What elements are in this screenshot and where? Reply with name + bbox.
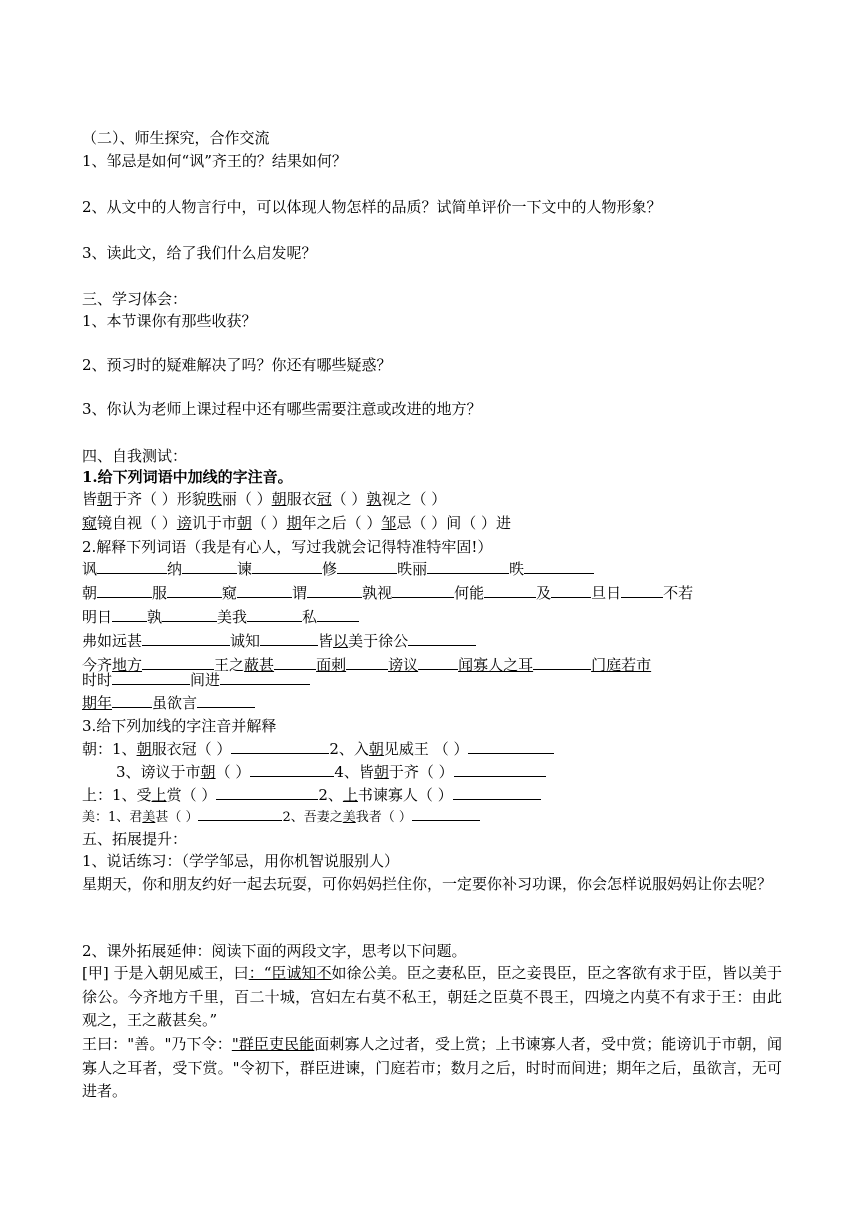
answer-blank[interactable] xyxy=(216,785,318,800)
test-2-row-7 xyxy=(82,693,255,713)
answer-blank[interactable] xyxy=(408,631,476,646)
test-1-row-2 xyxy=(82,513,511,533)
text: 见威王 （ ） xyxy=(383,740,469,758)
answer-blank[interactable] xyxy=(392,583,454,598)
text: 我者（ ） xyxy=(355,810,412,825)
test-2-row-6 xyxy=(82,670,310,690)
answer-blank[interactable] xyxy=(454,762,546,777)
marked-term: 蔽甚 xyxy=(244,656,275,674)
section-3-heading: 三、学习体会： xyxy=(82,290,188,308)
answer-blank[interactable] xyxy=(182,559,237,574)
marked-char: 朝 xyxy=(200,763,216,781)
section-2-heading: （二）、师生探究，合作交流 xyxy=(82,129,270,147)
test-2-title: 2.解释下列词语（我是有心人，写过我就会记得特准特牢固!） xyxy=(82,538,493,556)
test-2-row-4 xyxy=(82,631,476,651)
text: 1、君 xyxy=(108,810,143,825)
answer-blank[interactable] xyxy=(412,808,480,821)
marked-char: 窥 xyxy=(82,514,98,532)
text: （ ） xyxy=(251,514,287,532)
marked-term: 面刺 xyxy=(316,656,347,674)
text: 4、皆 xyxy=(334,763,374,781)
text: 皆 xyxy=(82,490,98,508)
test-3-chao-row-2 xyxy=(116,762,546,782)
answer-blank[interactable] xyxy=(468,739,554,754)
term: 及 xyxy=(536,584,552,602)
term: 谓 xyxy=(292,584,308,602)
passage-underlined: ：“臣诚知不 xyxy=(248,964,332,982)
answer-blank[interactable] xyxy=(427,559,509,574)
text: 2、 xyxy=(318,786,343,804)
marked-char: 邹 xyxy=(381,514,397,532)
s3-question-3: 3、你认为老师上课过程中还有哪些需要注意或改进的地方？ xyxy=(82,400,482,418)
s2-question-3: 3、读此文，给了我们什么启发呢？ xyxy=(82,244,317,262)
answer-blank[interactable] xyxy=(621,583,663,598)
text: 2、入 xyxy=(329,740,369,758)
term: 修 xyxy=(322,560,338,578)
answer-blank[interactable] xyxy=(237,583,292,598)
term: 诚知 xyxy=(230,632,261,650)
text: 丽（ ） xyxy=(221,490,272,508)
answer-blank[interactable] xyxy=(112,670,190,685)
practice-1-text: 星期天，你和朋友约好一起去玩耍，可你妈妈拦住你，一定要你补习功课，你会怎样说服妈妈让你去呢？ xyxy=(82,875,773,893)
term: 何能 xyxy=(454,584,485,602)
marked-char: 期 xyxy=(286,514,302,532)
answer-blank[interactable] xyxy=(317,607,359,622)
practice-2-title: 2、课外拓展延伸：阅读下面的两段文字，思考以下问题。 xyxy=(82,942,467,960)
term: 间进 xyxy=(190,671,221,689)
test-2-row-2 xyxy=(82,583,693,603)
answer-blank[interactable] xyxy=(346,655,388,670)
answer-blank[interactable] xyxy=(551,583,591,598)
text: 1、受 xyxy=(112,786,152,804)
passage-jia xyxy=(82,962,782,1033)
answer-blank[interactable] xyxy=(167,583,222,598)
s2-question-2: 2、从文中的人物言行中，可以体现人物怎样的品质？试简单评价一下文中的人物形象？ xyxy=(82,198,662,216)
term: 不若 xyxy=(663,584,694,602)
marked-char: 以 xyxy=(333,632,349,650)
term: 昳丽 xyxy=(397,560,428,578)
answer-blank[interactable] xyxy=(142,631,230,646)
marked-char: 谤 xyxy=(176,514,192,532)
marked-char: 上 xyxy=(342,786,358,804)
test-2-row-3 xyxy=(82,607,359,627)
s3-question-1: 1、本节课你有那些收获？ xyxy=(82,312,257,330)
label: 朝： xyxy=(82,740,113,758)
text: 甚（ ） xyxy=(155,810,199,825)
answer-blank[interactable] xyxy=(220,670,310,685)
test-3-mei-row xyxy=(82,808,480,828)
answer-blank[interactable] xyxy=(247,607,302,622)
marked-char: 朝 xyxy=(236,514,252,532)
text: （ ） xyxy=(331,490,367,508)
answer-blank[interactable] xyxy=(260,631,318,646)
marked-char: 昳 xyxy=(206,490,222,508)
answer-blank[interactable] xyxy=(252,559,322,574)
text: 年之后（ ） xyxy=(301,514,382,532)
test-1-title: 1.给下列词语中加线的字注音。 xyxy=(82,468,293,486)
marked-term: 谤议 xyxy=(388,656,419,674)
term: 讽 xyxy=(82,560,98,578)
marked-char: 孰 xyxy=(366,490,382,508)
text: 于齐（ ） xyxy=(388,763,454,781)
text: 视之（ ） xyxy=(381,490,447,508)
test-3-title: 3.给下列加线的字注音并解释 xyxy=(82,717,277,735)
answer-blank[interactable] xyxy=(97,583,152,598)
term: 朝 xyxy=(82,584,98,602)
term: 美于徐公 xyxy=(348,632,409,650)
answer-blank[interactable] xyxy=(162,607,217,622)
answer-blank[interactable] xyxy=(198,808,282,821)
label: 美： xyxy=(82,810,109,825)
term: 时时 xyxy=(82,671,113,689)
answer-blank[interactable] xyxy=(231,739,329,754)
marked-term: 地方 xyxy=(112,656,143,674)
test-3-chao-row-1 xyxy=(82,739,554,759)
marked-char: 朝 xyxy=(373,763,389,781)
practice-1-title: 1、说话练习：（学学邹忌，用你机智说服别人） xyxy=(82,852,400,870)
answer-blank[interactable] xyxy=(197,693,255,708)
answer-blank[interactable] xyxy=(274,655,316,670)
label: 上： xyxy=(82,786,113,804)
text: 2、吾妻之 xyxy=(282,810,343,825)
term: 窥 xyxy=(222,584,238,602)
term: 旦日 xyxy=(591,584,622,602)
section-5-heading: 五、拓展提升： xyxy=(82,830,188,848)
term: 明日 xyxy=(82,608,113,626)
marked-char: 朝 xyxy=(271,490,287,508)
text: 讥于市 xyxy=(191,514,237,532)
passage-wang xyxy=(82,1033,782,1104)
text: （ ） xyxy=(215,763,251,781)
passage-text: 王曰："善。"乃下令： xyxy=(82,1035,232,1053)
marked-term: 期年 xyxy=(82,694,113,712)
term: 谏 xyxy=(237,560,253,578)
term: 纳 xyxy=(167,560,183,578)
text: 赏（ ） xyxy=(166,786,217,804)
marked-char: 朝 xyxy=(368,740,384,758)
text: 书谏寡人（ ） xyxy=(357,786,453,804)
test-2-row-1 xyxy=(82,559,594,579)
text: 服衣 xyxy=(286,490,317,508)
term: 弗如远甚 xyxy=(82,632,143,650)
marked-char: 上 xyxy=(151,786,167,804)
term: 昳 xyxy=(509,560,525,578)
s2-question-1: 1、邹忌是如何“讽”齐王的？结果如何？ xyxy=(82,152,347,170)
text: 镜自视（ ） xyxy=(97,514,177,532)
s3-question-2: 2、预习时的疑难解决了吗？你还有哪些疑惑？ xyxy=(82,356,392,374)
answer-blank[interactable] xyxy=(453,785,541,800)
test-1-row-1 xyxy=(82,489,446,509)
term: 美我 xyxy=(217,608,248,626)
text: 3、谤议于市 xyxy=(116,763,201,781)
answer-blank[interactable] xyxy=(484,583,536,598)
answer-blank[interactable] xyxy=(533,655,591,670)
term: 今齐 xyxy=(82,656,113,674)
section-4-heading: 四、自我测试： xyxy=(82,447,188,465)
answer-blank[interactable] xyxy=(337,559,397,574)
passage-text: [甲] 于是入朝见威王，曰 xyxy=(82,964,249,982)
marked-char: 美 xyxy=(342,810,356,825)
term: 服 xyxy=(152,584,168,602)
term: 虽欲言 xyxy=(152,694,198,712)
term: 皆 xyxy=(318,632,334,650)
term: 孰 xyxy=(147,608,163,626)
marked-char: 美 xyxy=(142,810,156,825)
marked-term: 门庭若市 xyxy=(591,656,652,674)
passage-text: 面刺寡人之过者，受上赏；上书谏寡人者，受中赏；能谤讥于市朝，闻寡人之耳者，受下赏。"令初下，群臣进谏，门庭若市；数月之后，时时而间进；期年之后，虽欲言，无可进者。 xyxy=(82,1035,782,1100)
answer-blank[interactable] xyxy=(112,607,147,622)
marked-char: 冠 xyxy=(316,490,332,508)
marked-char: 朝 xyxy=(136,740,152,758)
passage-underlined: "群臣吏民能 xyxy=(231,1035,315,1053)
answer-blank[interactable] xyxy=(524,559,594,574)
marked-char: 朝 xyxy=(97,490,113,508)
answer-blank[interactable] xyxy=(112,693,152,708)
term: 孰视 xyxy=(362,584,393,602)
term: 私 xyxy=(302,608,318,626)
answer-blank[interactable] xyxy=(418,655,458,670)
text: 1、 xyxy=(112,740,137,758)
answer-blank[interactable] xyxy=(97,559,167,574)
answer-blank[interactable] xyxy=(142,655,214,670)
passage-text: 如徐公美。臣之妻私臣，臣之妾畏臣，臣之客欲有求于臣，皆以美于徐公。今齐地方千里，百二十城，宫妇左右莫不私王，朝廷之臣莫不畏王，四境之内莫不有求于王：由此观之，王之蔽甚矣。” xyxy=(82,964,782,1029)
answer-blank[interactable] xyxy=(307,583,362,598)
text: 于齐（ ）形貌 xyxy=(112,490,207,508)
text: 服衣冠（ ） xyxy=(151,740,232,758)
marked-term: 闻寡人之耳 xyxy=(458,656,534,674)
term: 王之 xyxy=(214,656,245,674)
test-3-shang-row xyxy=(82,785,541,805)
text: 忌（ ）间（ ）进 xyxy=(396,514,511,532)
answer-blank[interactable] xyxy=(250,762,334,777)
